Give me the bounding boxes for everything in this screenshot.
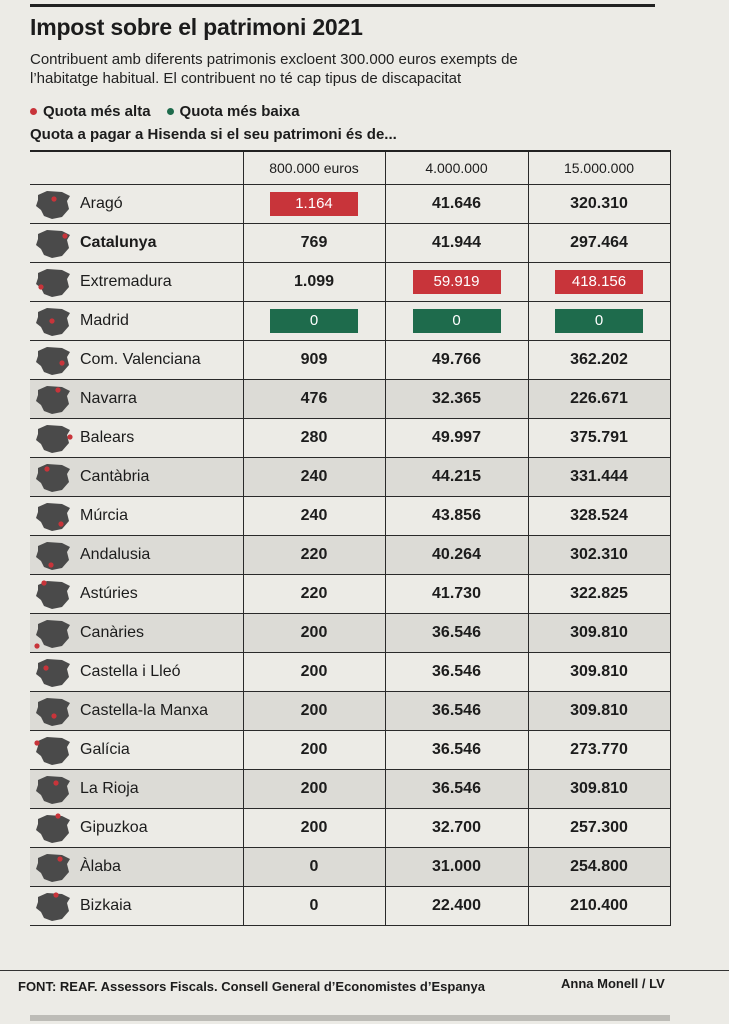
region-label-wrap xyxy=(30,304,243,338)
region-label-wrap xyxy=(30,343,243,377)
value-cell xyxy=(528,887,670,926)
value-text: 31.000 xyxy=(432,858,481,875)
value-cell xyxy=(243,653,385,692)
table-row xyxy=(30,614,670,653)
value-text: 200 xyxy=(300,624,328,641)
region-name: Galícia xyxy=(80,741,130,758)
value-text: 220 xyxy=(300,546,328,563)
value-text: 280 xyxy=(300,429,328,446)
value-cell xyxy=(243,536,385,575)
region-label-wrap xyxy=(30,694,243,728)
table-body xyxy=(30,185,670,926)
value-text: 32.365 xyxy=(432,390,481,407)
table-row xyxy=(30,575,670,614)
table-row xyxy=(30,224,670,263)
value-text: 41.944 xyxy=(432,234,481,251)
value-low-highlight: 0 xyxy=(270,309,358,333)
region-label-wrap xyxy=(30,811,243,845)
value-text: 273.770 xyxy=(570,741,628,758)
value-cell xyxy=(243,731,385,770)
value-cell xyxy=(243,458,385,497)
value-cell xyxy=(528,653,670,692)
legend xyxy=(30,103,300,120)
value-text: 41.730 xyxy=(432,585,481,602)
value-text: 36.546 xyxy=(432,624,481,641)
value-cell xyxy=(243,770,385,809)
region-name: Madrid xyxy=(80,312,129,329)
spain-map-icon xyxy=(32,382,74,416)
region-name: Navarra xyxy=(80,390,137,407)
region-name: Castella-la Manxa xyxy=(80,702,209,719)
value-text: 43.856 xyxy=(432,507,481,524)
table-row xyxy=(30,848,670,887)
value-text: 40.264 xyxy=(432,546,481,563)
value-cell xyxy=(528,185,670,224)
table-row xyxy=(30,536,670,575)
region-label-wrap xyxy=(30,226,243,260)
spain-map-icon xyxy=(32,460,74,494)
region-label-wrap xyxy=(30,421,243,455)
table-row xyxy=(30,263,670,302)
region-name: Astúries xyxy=(80,585,138,602)
spain-map-icon xyxy=(32,733,74,767)
region-label-wrap xyxy=(30,889,243,923)
table-row xyxy=(30,887,670,926)
value-cell xyxy=(385,614,528,653)
value-cell xyxy=(243,341,385,380)
value-text: 41.646 xyxy=(432,195,481,212)
value-cell xyxy=(528,497,670,536)
region-label-wrap xyxy=(30,850,243,884)
value-cell xyxy=(243,380,385,419)
region-name: Gipuzkoa xyxy=(80,819,148,836)
region-label-wrap xyxy=(30,655,243,689)
value-text: 909 xyxy=(300,351,328,368)
footer-rule xyxy=(0,970,729,971)
region-name: Aragó xyxy=(80,195,123,212)
spain-map-icon xyxy=(32,655,74,689)
table-row xyxy=(30,419,670,458)
region-label-wrap xyxy=(30,265,243,299)
value-text: 322.825 xyxy=(570,585,628,602)
table-row xyxy=(30,653,670,692)
table-row xyxy=(30,731,670,770)
value-high-highlight: 418.156 xyxy=(555,270,643,294)
value-cell xyxy=(385,380,528,419)
value-cell xyxy=(528,614,670,653)
region-cell xyxy=(30,653,243,692)
value-text: 309.810 xyxy=(570,663,628,680)
value-text: 0 xyxy=(309,897,319,914)
region-name: Com. Valenciana xyxy=(80,351,201,368)
value-text: 200 xyxy=(300,819,328,836)
value-cell xyxy=(243,224,385,263)
chart-subtitle: Contribuent amb diferents patrimonis excloent 300.000 euros exempts de l’habitatge habitual. El contribuent no té cap tipus de discapacitat xyxy=(30,51,518,87)
value-text: 49.997 xyxy=(432,429,481,446)
table-intro: Quota a pagar a Hisenda si el seu patrimoni és de... xyxy=(30,126,397,143)
value-text: 375.791 xyxy=(570,429,628,446)
value-cell xyxy=(528,731,670,770)
value-text: 22.400 xyxy=(432,897,481,914)
spain-map-icon xyxy=(32,226,74,260)
region-label-wrap xyxy=(30,577,243,611)
region-name: Andalusia xyxy=(80,546,151,563)
spain-map-icon xyxy=(32,577,74,611)
legend-item-low xyxy=(167,103,300,120)
table-header-row xyxy=(30,151,670,185)
region-cell xyxy=(30,185,243,224)
value-cell xyxy=(243,848,385,887)
value-cell xyxy=(528,419,670,458)
column-header: 800.000 euros xyxy=(243,151,385,185)
tax-table xyxy=(30,150,671,926)
value-cell xyxy=(385,809,528,848)
value-text: 44.215 xyxy=(432,468,481,485)
value-text: 320.310 xyxy=(570,195,628,212)
region-name: Castella i Lleó xyxy=(80,663,181,680)
table-row xyxy=(30,692,670,731)
value-cell xyxy=(243,185,385,224)
region-label-wrap xyxy=(30,382,243,416)
value-cell xyxy=(243,497,385,536)
value-text: 36.546 xyxy=(432,741,481,758)
value-cell xyxy=(385,887,528,926)
value-cell xyxy=(528,536,670,575)
value-text: 302.310 xyxy=(570,546,628,563)
table-row xyxy=(30,380,670,419)
value-text: 200 xyxy=(300,702,328,719)
top-rule xyxy=(30,4,655,7)
value-cell xyxy=(385,302,528,341)
spain-map-icon xyxy=(32,616,74,650)
value-text: 331.444 xyxy=(570,468,628,485)
value-text: 257.300 xyxy=(570,819,628,836)
value-cell xyxy=(528,302,670,341)
value-cell xyxy=(243,575,385,614)
value-text: 210.400 xyxy=(570,897,628,914)
value-cell xyxy=(243,887,385,926)
column-header: 15.000.000 xyxy=(528,151,670,185)
value-cell xyxy=(528,809,670,848)
spain-map-icon xyxy=(32,889,74,923)
value-text: 32.700 xyxy=(432,819,481,836)
value-cell xyxy=(385,224,528,263)
value-text: 309.810 xyxy=(570,702,628,719)
value-cell xyxy=(528,692,670,731)
column-header: 4.000.000 xyxy=(385,151,528,185)
value-text: 36.546 xyxy=(432,780,481,797)
value-text: 328.524 xyxy=(570,507,628,524)
value-text: 200 xyxy=(300,780,328,797)
value-cell xyxy=(385,536,528,575)
value-text: 254.800 xyxy=(570,858,628,875)
credit: Anna Monell / LV xyxy=(561,976,665,991)
region-cell xyxy=(30,887,243,926)
value-cell xyxy=(528,380,670,419)
region-cell xyxy=(30,809,243,848)
value-text: 200 xyxy=(300,741,328,758)
region-cell xyxy=(30,419,243,458)
value-text: 769 xyxy=(300,234,328,251)
spain-map-icon xyxy=(32,187,74,221)
legend-low-label: Quota més baixa xyxy=(179,103,300,120)
region-name: Bizkaia xyxy=(80,897,132,914)
value-low-highlight: 0 xyxy=(413,309,501,333)
spain-map-icon xyxy=(32,343,74,377)
chart-title: Impost sobre el patrimoni 2021 xyxy=(30,14,363,40)
value-cell xyxy=(385,419,528,458)
region-cell xyxy=(30,731,243,770)
value-text: 309.810 xyxy=(570,780,628,797)
value-text: 476 xyxy=(300,390,328,407)
value-text: 36.546 xyxy=(432,702,481,719)
value-cell xyxy=(528,770,670,809)
table-corner xyxy=(30,151,243,185)
spain-map-icon xyxy=(32,265,74,299)
region-cell xyxy=(30,614,243,653)
value-cell xyxy=(385,497,528,536)
region-label-wrap xyxy=(30,733,243,767)
value-text: 362.202 xyxy=(570,351,628,368)
table-row xyxy=(30,185,670,224)
spain-map-icon xyxy=(32,811,74,845)
value-cell xyxy=(385,458,528,497)
legend-high-label: Quota més alta xyxy=(43,103,151,120)
region-label-wrap xyxy=(30,772,243,806)
region-name: Balears xyxy=(80,429,135,446)
value-low-highlight: 0 xyxy=(555,309,643,333)
value-cell xyxy=(528,224,670,263)
region-cell xyxy=(30,536,243,575)
value-text: 220 xyxy=(300,585,328,602)
value-text: 1.099 xyxy=(293,273,335,290)
region-label-wrap xyxy=(30,499,243,533)
spain-map-icon xyxy=(32,538,74,572)
region-cell xyxy=(30,848,243,887)
region-cell xyxy=(30,380,243,419)
value-text: 226.671 xyxy=(570,390,628,407)
value-cell xyxy=(385,848,528,887)
value-text: 0 xyxy=(309,858,319,875)
region-cell xyxy=(30,692,243,731)
table-row xyxy=(30,497,670,536)
value-cell xyxy=(385,731,528,770)
region-cell xyxy=(30,458,243,497)
spain-map-icon xyxy=(32,421,74,455)
region-cell xyxy=(30,224,243,263)
value-text: 240 xyxy=(300,507,328,524)
table-row xyxy=(30,341,670,380)
value-cell xyxy=(528,848,670,887)
value-cell xyxy=(528,341,670,380)
table-row xyxy=(30,458,670,497)
legend-low-dot-icon xyxy=(167,108,174,115)
region-name: Múrcia xyxy=(80,507,129,524)
region-cell xyxy=(30,341,243,380)
value-cell xyxy=(385,770,528,809)
value-cell xyxy=(243,692,385,731)
source-note: FONT: REAF. Assessors Fiscals. Consell General d’Economistes d’Espanya xyxy=(18,979,485,994)
region-name: La Rioja xyxy=(80,780,139,797)
value-cell xyxy=(385,692,528,731)
value-cell xyxy=(385,341,528,380)
value-high-highlight: 1.164 xyxy=(270,192,358,216)
region-cell xyxy=(30,497,243,536)
table-row xyxy=(30,770,670,809)
region-cell xyxy=(30,263,243,302)
spain-map-icon xyxy=(32,850,74,884)
value-cell xyxy=(528,263,670,302)
value-cell xyxy=(243,614,385,653)
region-label-wrap xyxy=(30,187,243,221)
value-cell xyxy=(243,419,385,458)
value-cell xyxy=(243,809,385,848)
value-cell xyxy=(528,458,670,497)
region-cell xyxy=(30,770,243,809)
table-row xyxy=(30,302,670,341)
value-text: 49.766 xyxy=(432,351,481,368)
value-cell xyxy=(385,653,528,692)
spain-map-icon xyxy=(32,304,74,338)
region-label-wrap xyxy=(30,538,243,572)
value-text: 36.546 xyxy=(432,663,481,680)
spain-map-icon xyxy=(32,694,74,728)
table-row xyxy=(30,809,670,848)
region-cell xyxy=(30,575,243,614)
legend-high-dot-icon xyxy=(30,108,37,115)
value-cell xyxy=(385,185,528,224)
value-text: 200 xyxy=(300,663,328,680)
bottom-rule xyxy=(30,1015,670,1021)
value-cell xyxy=(385,575,528,614)
region-name: Àlaba xyxy=(80,858,121,875)
region-cell xyxy=(30,302,243,341)
legend-item-high xyxy=(30,103,151,120)
spain-map-icon xyxy=(32,772,74,806)
region-label-wrap xyxy=(30,460,243,494)
region-name: Canàries xyxy=(80,624,145,641)
region-name: Cantàbria xyxy=(80,468,150,485)
value-text: 309.810 xyxy=(570,624,628,641)
value-cell xyxy=(385,263,528,302)
value-cell xyxy=(243,263,385,302)
value-text: 240 xyxy=(300,468,328,485)
region-name: Extremadura xyxy=(80,273,172,290)
value-text: 297.464 xyxy=(570,234,628,251)
region-name: Catalunya xyxy=(80,234,157,251)
value-cell xyxy=(528,575,670,614)
value-high-highlight: 59.919 xyxy=(413,270,501,294)
value-cell xyxy=(243,302,385,341)
spain-map-icon xyxy=(32,499,74,533)
region-label-wrap xyxy=(30,616,243,650)
